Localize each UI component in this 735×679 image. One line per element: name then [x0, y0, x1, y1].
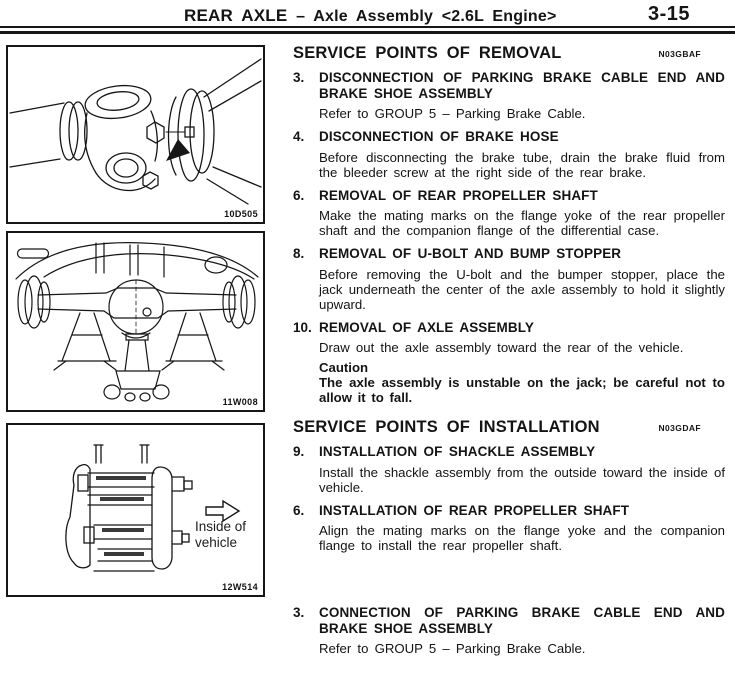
- figure-propeller-shaft-mating-marks: [6, 45, 265, 224]
- step-title: REMOVAL OF U-BOLT AND BUMP STOPPER: [319, 246, 622, 261]
- step-number: 8.: [293, 246, 305, 261]
- caution-text: The axle assembly is unstable on the jack; be careful not to allow it to fall.: [319, 375, 725, 405]
- inside-of-vehicle-arrow-icon: [206, 501, 239, 521]
- step-item: [293, 70, 725, 121]
- step-title: REMOVAL OF REAR PROPELLER SHAFT: [319, 187, 598, 203]
- shackle-assembly-drawing-icon: [8, 425, 263, 595]
- step-item: [293, 246, 725, 312]
- section-ref-code: N03GDAF: [658, 423, 701, 433]
- step-title: INSTALLATION OF REAR PROPELLER SHAFT: [319, 502, 630, 518]
- section-ref-code: N03GBAF: [658, 49, 701, 59]
- caution-label: Caution: [319, 360, 369, 375]
- header-rule-thin: [0, 26, 735, 28]
- figure-axle-assembly-on-jack: [6, 231, 265, 412]
- header-title-main: REAR AXLE: [184, 6, 288, 25]
- step-number: 6.: [293, 187, 305, 203]
- section-heading: SERVICE POINTS OF REMOVAL: [293, 44, 562, 62]
- step-number: 10.: [293, 319, 312, 335]
- figure-shackle-assembly: [6, 423, 265, 597]
- step-item: [293, 188, 725, 239]
- step-title: DISCONNECTION OF BRAKE HOSE: [319, 129, 559, 144]
- step-title: INSTALLATION OF SHACKLE ASSEMBLY: [319, 444, 596, 459]
- step-number: 9.: [293, 444, 305, 459]
- step-number: 4.: [293, 129, 305, 144]
- step-title: DISCONNECTION OF PARKING BRAKE CABLE END AND BRAKE SHOE ASSEMBLY: [319, 70, 725, 101]
- section-removal-header: [293, 44, 725, 63]
- step-item: [293, 605, 725, 656]
- figure-code-label: 10D505: [224, 209, 258, 219]
- section-installation-header: [293, 418, 725, 437]
- header-title-sub: Axle Assembly <2.6L Engine>: [313, 8, 557, 25]
- figure-code-label: 12W514: [222, 582, 258, 592]
- step-body: Draw out the axle assembly toward the rear of the vehicle.: [319, 340, 684, 355]
- page-number: 3-15: [647, 3, 690, 25]
- step-item: [293, 320, 725, 406]
- step-item: [293, 503, 725, 554]
- step-item: [293, 444, 725, 495]
- step-item: [293, 129, 725, 180]
- step-title: REMOVAL OF AXLE ASSEMBLY: [319, 319, 534, 335]
- step-body: Align the mating marks on the flange yoke and the companion flange to install the rear propeller shaft.: [319, 523, 725, 553]
- step-body: Make the mating marks on the flange yoke of the rear propeller shaft and the companion flange of the differential case.: [319, 208, 725, 238]
- text-column: [293, 44, 725, 664]
- step-body: Before disconnecting the brake tube, drain the brake fluid from the bleeder screw at the right side of the rear brake.: [319, 149, 725, 180]
- step-number: 3.: [293, 70, 305, 85]
- step-body: Before removing the U-bolt and the bumper stopper, place the jack underneath the center of the axle assembly to hold it slightly upward.: [319, 266, 725, 312]
- step-number: 6.: [293, 502, 305, 518]
- step-body: Refer to GROUP 5 – Parking Brake Cable.: [319, 106, 586, 121]
- step-body: Install the shackle assembly from the outside toward the inside of vehicle.: [319, 464, 725, 495]
- propeller-shaft-drawing-icon: [8, 47, 263, 222]
- header-title-separator: –: [296, 8, 306, 25]
- header-rule-thick: [0, 31, 735, 34]
- step-number: 3.: [293, 605, 305, 620]
- axle-assembly-drawing-icon: [8, 233, 263, 410]
- page-header-title: [184, 6, 557, 26]
- figure-annotation: Inside of vehicle: [195, 519, 247, 550]
- section-heading: SERVICE POINTS OF INSTALLATION: [293, 418, 600, 436]
- figure-code-label: 11W008: [222, 397, 258, 407]
- step-title: CONNECTION OF PARKING BRAKE CABLE END AND BRAKE SHOE ASSEMBLY: [319, 605, 725, 636]
- step-body: Refer to GROUP 5 – Parking Brake Cable.: [319, 641, 586, 656]
